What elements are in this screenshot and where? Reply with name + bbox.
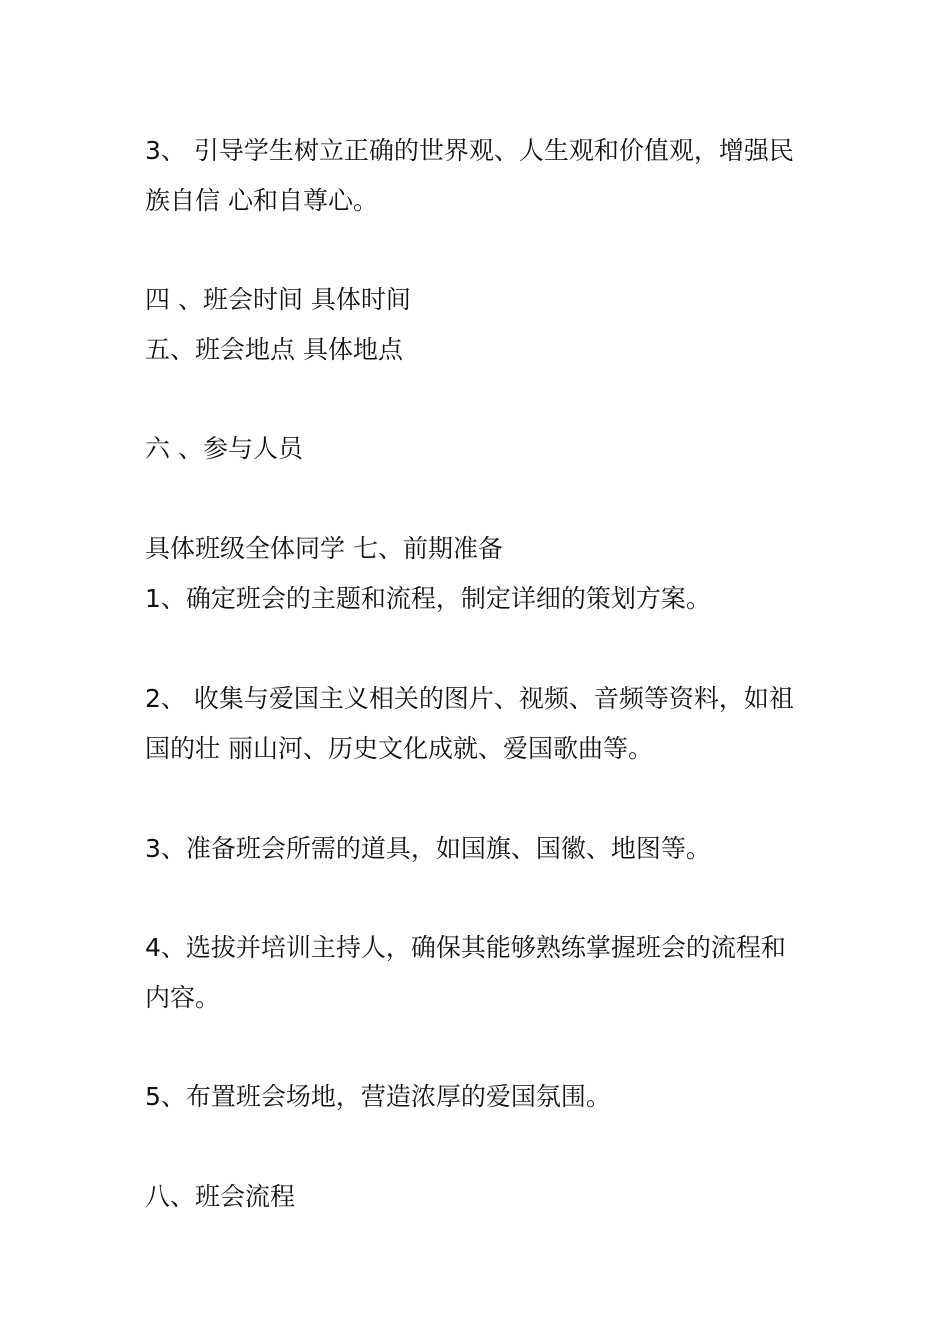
section-4-meeting-time: 四 、班会时间 具体时间 [145,285,411,314]
goal-3-line-1: 3、 引导学生树立正确的世界观、人生观和价值观，增强民 [145,136,794,165]
prep-item-4-line-1: 4、选拔并培训主持人，确保其能够熟练掌握班会的流程和 [145,933,786,962]
section-6-participants: 六 、参与人员 [145,434,303,463]
prep-item-4-line-2: 内容。 [145,983,221,1012]
section-5-meeting-location: 五、班会地点 具体地点 [145,335,403,364]
participants-and-section-7-heading: 具体班级全体同学 七、前期准备 [145,534,503,563]
prep-item-2-line-1: 2、 收集与爱国主义相关的图片、视频、音频等资料，如祖 [145,684,794,713]
prep-item-2-line-2: 国的壮 丽山河、历史文化成就、爱国歌曲等。 [145,734,653,763]
prep-item-1: 1、确定班会的主题和流程，制定详细的策划方案。 [145,584,711,613]
prep-item-3: 3、准备班会所需的道具，如国旗、国徽、地图等。 [145,834,711,863]
section-8-heading: 八、班会流程 [145,1182,296,1211]
goal-3-line-2: 族自信 心和自尊心。 [145,186,378,215]
prep-item-5: 5、布置班会场地，营造浓厚的爱国氛围。 [145,1082,611,1111]
